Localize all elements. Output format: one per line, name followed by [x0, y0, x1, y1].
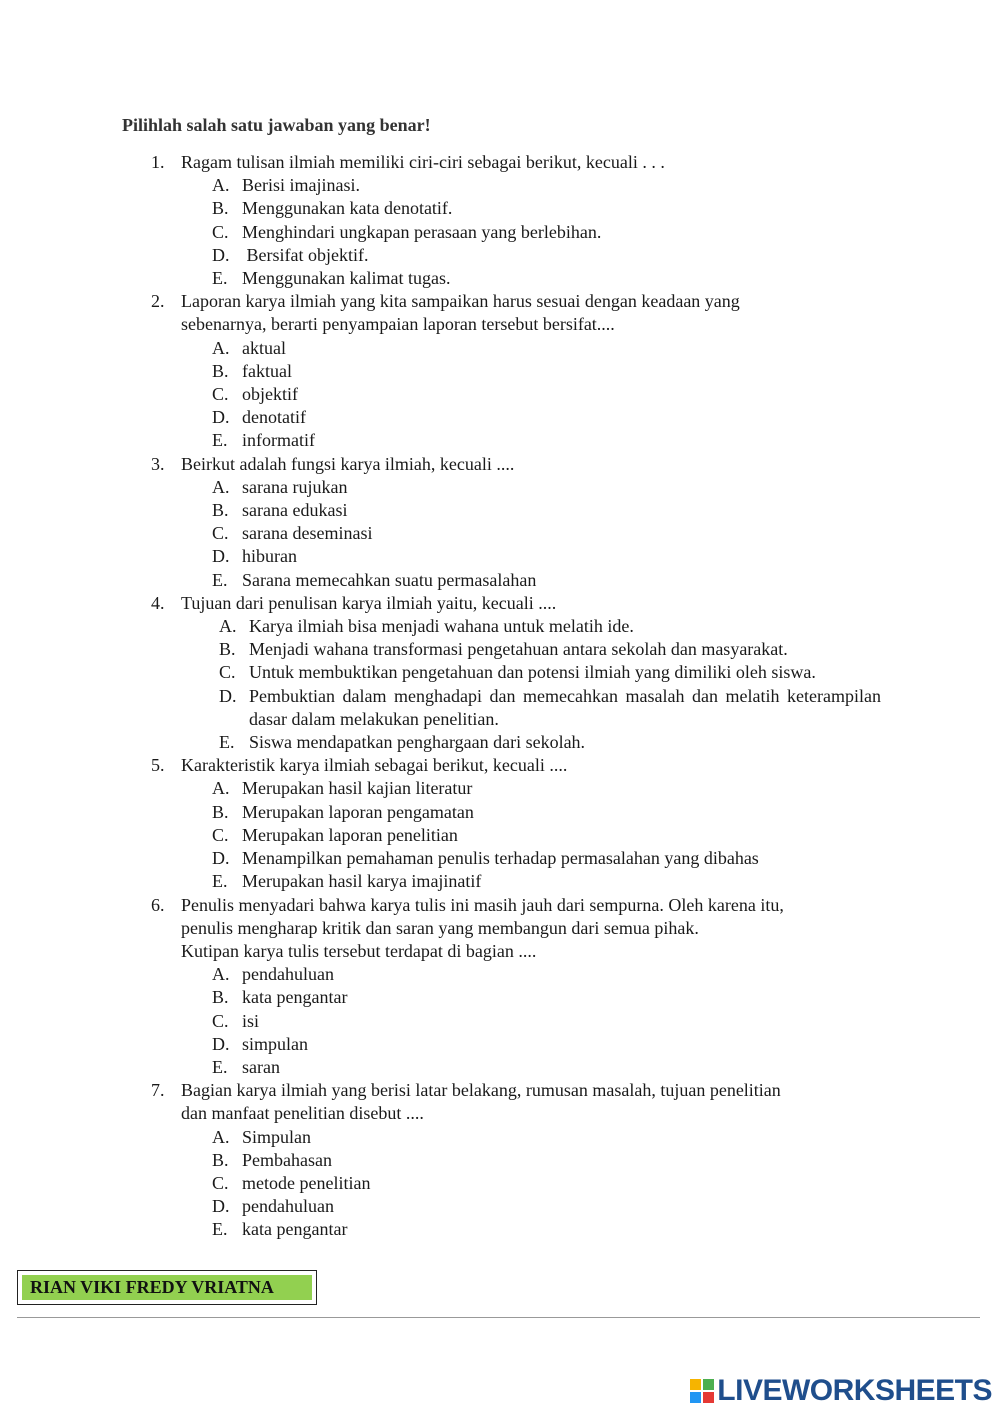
answer-option[interactable]: [212, 1033, 881, 1056]
option-list: [212, 777, 881, 893]
option-text: Menjadi wahana transformasi pengetahuan antara sekolah dan masyarakat.: [249, 639, 788, 660]
option-text: metode penelitian: [242, 1172, 371, 1193]
answer-option[interactable]: [212, 429, 881, 452]
question-text: Tujuan dari penulisan karya ilmiah yaitu, kecuali ....: [181, 592, 557, 613]
option-text: faktual: [242, 360, 292, 381]
option-text: sarana deseminasi: [242, 523, 373, 544]
option-letter: A.: [212, 476, 230, 497]
answer-option[interactable]: [212, 1149, 881, 1172]
answer-option[interactable]: [212, 545, 881, 568]
option-text: Untuk membuktikan pengetahuan dan potensi ilmiah yang dimiliki oleh siswa.: [249, 662, 816, 683]
option-text: Merupakan laporan pengamatan: [242, 801, 474, 822]
brand-wordmark: LIVEWORKSHEETS: [717, 1374, 992, 1407]
option-letter: E.: [212, 430, 228, 451]
answer-option[interactable]: [219, 731, 881, 754]
answer-option[interactable]: [212, 1172, 881, 1195]
option-letter: B.: [212, 801, 229, 822]
option-text: pendahuluan: [242, 964, 334, 985]
option-letter: E.: [212, 871, 228, 892]
option-text: aktual: [242, 337, 286, 358]
option-text: Merupakan laporan penelitian: [242, 824, 458, 845]
option-letter: B.: [212, 500, 229, 521]
option-letter: C.: [212, 221, 229, 242]
option-text: Menggunakan kata denotatif.: [242, 198, 453, 219]
option-text: Menampilkan pemahaman penulis terhadap permasalahan yang dibahas: [242, 848, 759, 869]
option-text: informatif: [242, 430, 315, 451]
answer-option[interactable]: [212, 1056, 881, 1079]
option-text: pendahuluan: [242, 1196, 334, 1217]
question: [151, 592, 886, 754]
answer-option[interactable]: [212, 1126, 881, 1149]
answer-option[interactable]: [212, 244, 881, 267]
option-list: [212, 337, 881, 453]
option-letter: E.: [212, 268, 228, 289]
option-text: Karya ilmiah bisa menjadi wahana untuk melatih ide.: [249, 616, 634, 637]
option-text: Merupakan hasil kajian literatur: [242, 778, 473, 799]
option-text: denotatif: [242, 407, 306, 428]
answer-option[interactable]: [212, 870, 881, 893]
option-list: [212, 476, 881, 592]
answer-option[interactable]: [212, 1218, 881, 1241]
answer-option[interactable]: [219, 685, 886, 731]
option-letter: B.: [219, 639, 236, 660]
option-letter: D.: [212, 848, 230, 869]
answer-option[interactable]: [219, 615, 881, 638]
option-letter: E.: [212, 569, 228, 590]
answer-option[interactable]: [212, 221, 881, 244]
question-text: Penulis menyadari bahwa karya tulis ini masih jauh dari sempurna. Oleh karena itu, penulis mengharap kritik dan saran yang membangun dari semua pihak. Kutipan karya tulis tersebut terdapat di bagian ....: [181, 894, 784, 961]
option-letter: A.: [212, 337, 230, 358]
answer-option[interactable]: [212, 824, 881, 847]
option-text: isi: [242, 1010, 260, 1031]
answer-option[interactable]: [212, 847, 881, 870]
option-letter: A.: [219, 616, 237, 637]
answer-option[interactable]: [212, 337, 881, 360]
option-list: [219, 615, 886, 754]
question-number: 3.: [151, 453, 165, 474]
question: [151, 453, 881, 592]
option-text: kata pengantar: [242, 1219, 348, 1240]
answer-option[interactable]: [212, 267, 881, 290]
instruction-heading: Pilihlah salah satu jawaban yang benar!: [122, 115, 431, 135]
option-letter: D.: [212, 1196, 230, 1217]
option-letter: D.: [219, 685, 237, 706]
question: [151, 290, 881, 452]
option-text: sarana edukasi: [242, 500, 348, 521]
answer-option[interactable]: [212, 986, 881, 1009]
option-letter: B.: [212, 987, 229, 1008]
answer-option[interactable]: [212, 174, 881, 197]
option-letter: C.: [212, 824, 229, 845]
question-number: 2.: [151, 291, 165, 312]
answer-option[interactable]: [212, 1010, 881, 1033]
liveworksheets-logo-icon: [690, 1379, 714, 1403]
option-text: Siswa mendapatkan penghargaan dari sekolah.: [249, 732, 586, 753]
option-text: Pembuktian dalam menghadapi dan memecahkan masalah dan melatih keterampilan dasar dalam melakukan penelitian.: [249, 685, 886, 729]
option-text: simpulan: [242, 1033, 308, 1054]
option-text: Berisi imajinasi.: [242, 175, 360, 196]
answer-option[interactable]: [219, 661, 881, 684]
option-text: saran: [242, 1056, 280, 1077]
option-letter: A.: [212, 175, 230, 196]
option-letter: A.: [212, 964, 230, 985]
answer-option[interactable]: [212, 569, 881, 592]
answer-option[interactable]: [212, 360, 881, 383]
option-letter: A.: [212, 1126, 230, 1147]
option-letter: B.: [212, 1149, 229, 1170]
question-number: 4.: [151, 592, 165, 613]
option-text: hiburan: [242, 546, 297, 567]
option-letter: B.: [212, 360, 229, 381]
option-letter: E.: [212, 1056, 228, 1077]
option-letter: C.: [212, 1010, 229, 1031]
option-letter: D.: [212, 546, 230, 567]
option-letter: D.: [212, 244, 230, 265]
answer-option[interactable]: [212, 476, 881, 499]
option-letter: D.: [212, 1033, 230, 1054]
answer-option[interactable]: [212, 406, 881, 429]
option-list: [212, 1126, 881, 1242]
option-list: [212, 174, 881, 290]
question-number: 7.: [151, 1080, 165, 1101]
question: [151, 1079, 881, 1241]
question: [151, 754, 881, 893]
option-letter: E.: [212, 1219, 228, 1240]
option-text: Menggunakan kalimat tugas.: [242, 268, 451, 289]
question-text: Karakteristik karya ilmiah sebagai berikut, kecuali ....: [181, 755, 568, 776]
option-text: kata pengantar: [242, 987, 348, 1008]
option-text: Menghindari ungkapan perasaan yang berlebihan.: [242, 221, 602, 242]
answer-option[interactable]: [212, 499, 881, 522]
answer-option[interactable]: [212, 801, 881, 824]
divider: [17, 1317, 980, 1318]
question: [151, 894, 881, 1080]
option-text: Simpulan: [242, 1126, 312, 1147]
answer-option[interactable]: [212, 1195, 881, 1218]
option-list: [212, 963, 881, 1079]
option-letter: C.: [219, 662, 236, 683]
option-text: Sarana memecahkan suatu permasalahan: [242, 569, 537, 590]
author-name-box: [17, 1270, 317, 1305]
option-text: Pembahasan: [242, 1149, 332, 1170]
option-letter: C.: [212, 384, 229, 405]
option-letter: C.: [212, 523, 229, 544]
option-text: Bersifat objektif.: [242, 244, 369, 265]
question-text: Laporan karya ilmiah yang kita sampaikan harus sesuai dengan keadaan yang sebenarnya, berarti penyampaian laporan tersebut bersifat....: [181, 291, 740, 335]
question-text: Bagian karya ilmiah yang berisi latar belakang, rumusan masalah, tujuan penelitian dan manfaat penelitian disebut ....: [181, 1080, 781, 1124]
question-text: Ragam tulisan ilmiah memiliki ciri-ciri sebagai berikut, kecuali . . .: [181, 152, 665, 172]
question-number: 1.: [151, 152, 165, 172]
option-letter: B.: [212, 198, 229, 219]
option-letter: D.: [212, 407, 230, 428]
answer-option[interactable]: [212, 383, 881, 406]
question-text: Beirkut adalah fungsi karya ilmiah, kecuali ....: [181, 453, 515, 474]
option-letter: A.: [212, 778, 230, 799]
question-number: 6.: [151, 894, 165, 915]
liveworksheets-brand[interactable]: [690, 1376, 992, 1406]
option-letter: E.: [219, 732, 235, 753]
answer-option[interactable]: [219, 638, 881, 661]
option-text: sarana rujukan: [242, 476, 348, 497]
answer-option[interactable]: [212, 522, 881, 545]
question: [151, 151, 881, 290]
question-list: [151, 151, 886, 1242]
option-text: objektif: [242, 384, 298, 405]
answer-option[interactable]: [212, 197, 881, 220]
option-letter: C.: [212, 1172, 229, 1193]
author-name: RIAN VIKI FREDY VRIATNA: [22, 1275, 312, 1300]
option-text: Merupakan hasil karya imajinatif: [242, 871, 482, 892]
question-number: 5.: [151, 755, 165, 776]
answer-option[interactable]: [212, 777, 881, 800]
answer-option[interactable]: [212, 963, 881, 986]
